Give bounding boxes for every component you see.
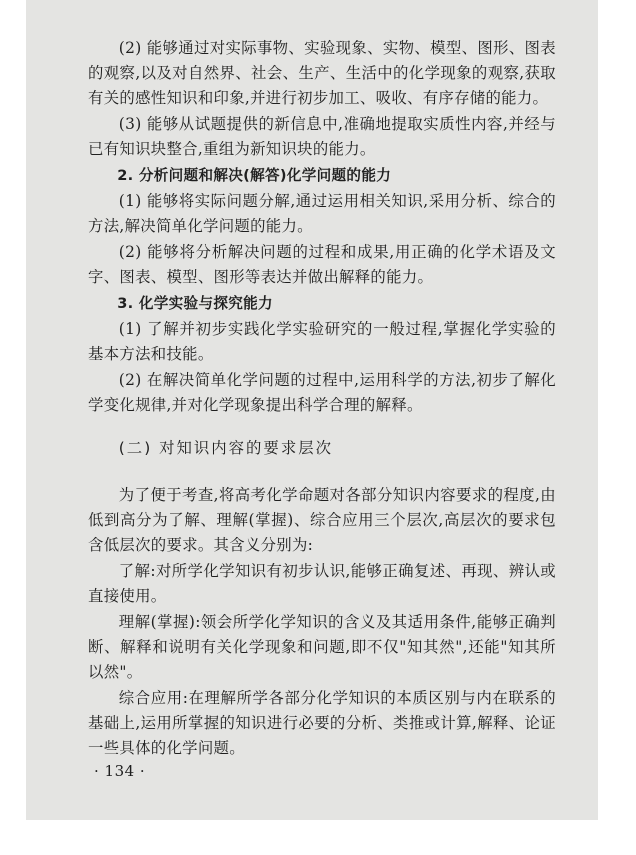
paragraph-problem-decompose: (1) 能够将实际问题分解,通过运用相关知识,采用分析、综合的方法,解决简单化学问题的能力。 <box>88 192 556 235</box>
paragraph-level-comprehend: 理解(掌握):领会所学化学知识的含义及其适用条件,能够正确判断、解释和说明有关化学现象和问题,即不仅"知其然",还能"知其所以然"。 <box>88 613 556 681</box>
page-body <box>88 36 556 762</box>
paragraph-level-understand-basic: 了解:对所学化学知识有初步认识,能够正确复述、再现、辨认或直接使用。 <box>88 562 556 605</box>
paragraph-ability-observation: (2) 能够通过对实际事物、实验现象、实物、模型、图形、图表的观察,以及对自然界、社会、生产、生活中的化学现象的观察,获取有关的感性知识和印象,并进行初步加工、吸收、有序存储的能力。 <box>88 39 556 107</box>
page-number: · 134 · <box>94 762 146 780</box>
paragraph-ability-extract-info: (3) 能够从试题提供的新信息中,准确地提取实质性内容,并经与已有知识块整合,重组为新知识块的能力。 <box>88 115 556 158</box>
heading-problem-solving: 2. 分析问题和解决(解答)化学问题的能力 <box>117 167 392 184</box>
paragraph-problem-express: (2) 能够将分析解决问题的过程和成果,用正确的化学术语及文字、图表、模型、图形等表达并做出解释的能力。 <box>88 243 556 286</box>
paragraph-experiment-method: (2) 在解决简单化学问题的过程中,运用科学的方法,初步了解化学变化规律,并对化学现象提出科学合理的解释。 <box>88 371 556 414</box>
section-heading-knowledge-levels: (二) 对知识内容的要求层次 <box>118 439 333 457</box>
paragraph-experiment-process: (1) 了解并初步实践化学实验研究的一般过程,掌握化学实验的基本方法和技能。 <box>88 320 556 363</box>
paragraph-level-apply: 综合应用:在理解所学各部分化学知识的本质区别与内在联系的基础上,运用所掌握的知识进行必要的分析、类推或计算,解释、论证一些具体的化学问题。 <box>88 689 556 757</box>
heading-experiment: 3. 化学实验与探究能力 <box>117 295 273 312</box>
paragraph-levels-intro: 为了便于考查,将高考化学命题对各部分知识内容要求的程度,由低到高分为了解、理解(掌握)、综合应用三个层次,高层次的要求包含低层次的要求。其含义分别为: <box>88 486 556 554</box>
